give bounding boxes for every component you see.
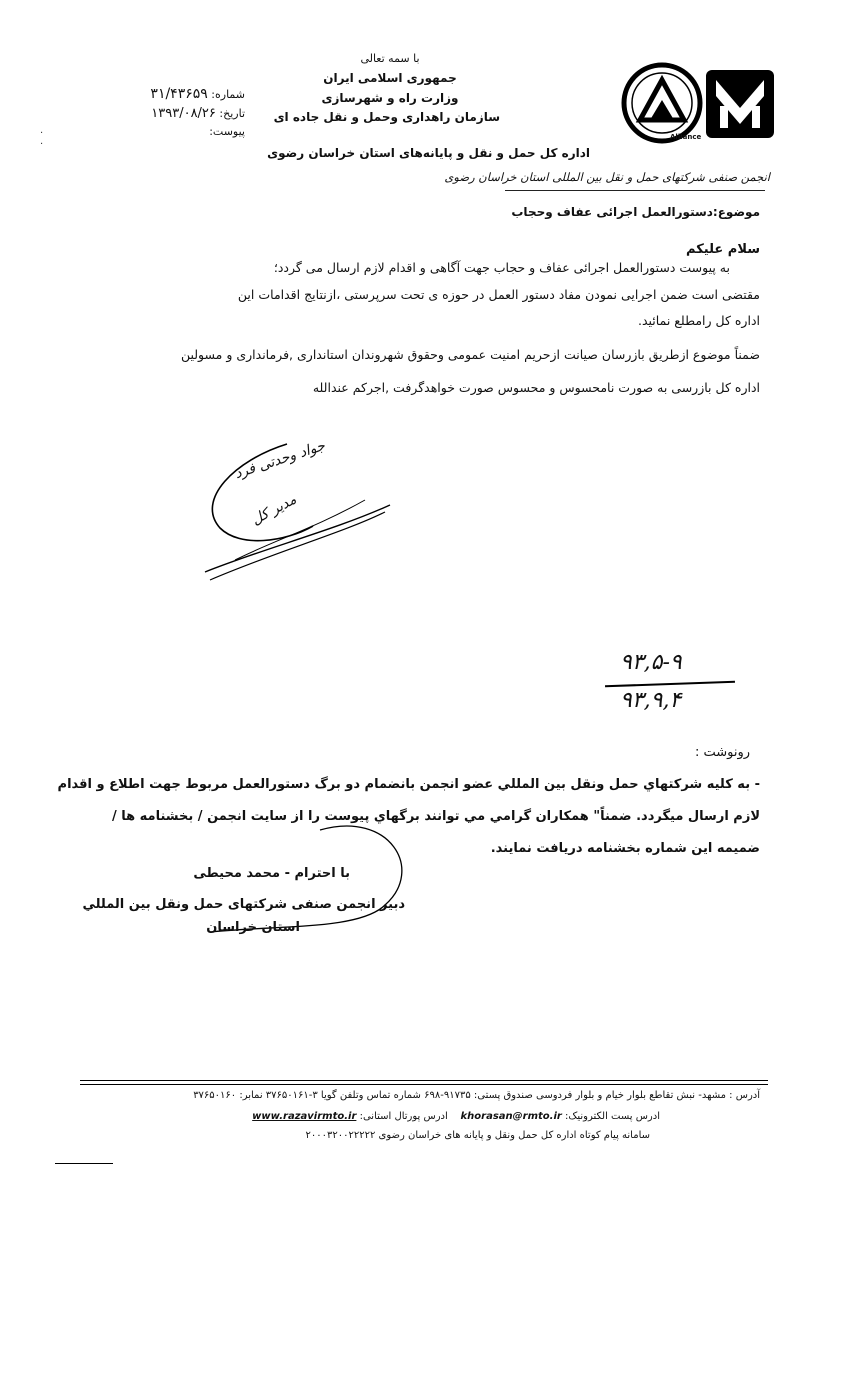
cc-line-1: - به کلیه شرکتهاي حمل ونقل بین المللي عضو انجمن بانضمام دو برگ دستورالعمل مربوط جهت اطلاع و اقدام (57, 777, 760, 792)
letterhead (273, 52, 500, 129)
recipient-underline (505, 190, 765, 191)
cc-sender-line-2: استان خراسان (206, 920, 300, 935)
footer-contact (240, 1111, 660, 1122)
basmala: با سمه تعالی (360, 52, 420, 65)
ministry-name: وزارت راه و شهرسازی (321, 91, 459, 105)
cc-label: رونوشت : (694, 745, 750, 760)
director-signature (195, 430, 515, 590)
cc-line-3: ضمیمه این شماره بخشنامه دریافت نمایند. (490, 841, 760, 856)
handwritten-note-divider (605, 681, 735, 688)
body-line-1: به پیوست دستورالعمل اجرائی عفاف و حجاب جهت آگاهی و اقدام لازم ارسال می گردد؛ (273, 260, 730, 275)
body2-line-1: ضمناً موضوع ازطریق بازرسان صیانت ازحریم امنیت عمومی وحقوق شهروندان استانداری ,فرمانداری و مسولین (180, 347, 760, 362)
signer-name: جواد وحدتی فرد (232, 437, 328, 483)
footer-email: khorasan@rmto.ir (460, 1111, 562, 1122)
cc-regards: با احترام - محمد محیطی (193, 866, 350, 881)
body2-line-2: اداره کل بازرسی به صورت نامحسوس و محسوس صورت خواهدگرفت ,اجرکم عندالله (312, 380, 760, 395)
attachment-label: پیوست: (209, 125, 245, 138)
cc-line-2: لازم ارسال میگردد. ضمناً" همکاران گرامي مي توانند برگهاي پیوست را از سایت انجمن / بخشنامه ها / (111, 809, 760, 824)
handwritten-note-2: ۹۳,۹,۴ (620, 688, 682, 713)
directorate-name: اداره کل حمل و نقل و پایانه‌های استان خراسان رضوی (267, 146, 590, 160)
date-label: تاریخ: (219, 107, 245, 120)
footer-rule-top (80, 1080, 768, 1081)
letter-number: ۳۱/۴۳۶۵۹ (150, 86, 208, 102)
footer-address: آدرس : مشهد- نبش تقاطع بلوار خیام و بلوار فردوسی صندوق پستی: ۹۱۷۳۵-۶۹۸ شماره تماس وتلفن گویا ۳-۳۷۶۵۰۱۶۱ نمابر: ۳۷۶۵۰۱۶۰ (193, 1090, 760, 1101)
signature-stroke-icon (195, 430, 515, 590)
logo-alliance-text: Alliance (670, 133, 702, 141)
footer-sms: سامانه پیام کوتاه اداره کل حمل ونقل و پایانه های خراسان رضوی ۲۰۰۰۳۲۰۰۲۲۲۲۲ (305, 1130, 650, 1141)
number-label: شماره: (211, 88, 245, 101)
body-line-3: اداره کل رامطلع نمائید. (638, 313, 760, 328)
cc-sender-line-1: دبیر انجمن صنفی شرکتهای حمل ونقل بین المللي (82, 897, 405, 912)
body-line-2: مقتضی است ضمن اجرایی نمودن مفاد دستور العمل در حوزه ی تحت سرپرستی ،ازنتایج اقدامات این (237, 287, 760, 302)
letter-date: ۱۳۹۳/۰۸/۲۶ (151, 106, 216, 121)
footer-rule-top-2 (80, 1084, 768, 1085)
recipient: انجمن صنفی شرکتهای حمل و نقل بین المللی استان خراسان رضوی (444, 170, 770, 184)
footer-email-label: ادرس پست الکترونیک: (565, 1111, 660, 1122)
meta-dots: · · (40, 128, 44, 150)
greeting: سلام علیکم (686, 242, 760, 257)
subject: موضوع:دستورالعمل اجرائی عفاف وحجاب (511, 205, 760, 219)
country-name: جمهوری اسلامی ایران (323, 71, 457, 85)
footer-portal: www.razavirmto.ir (252, 1111, 357, 1122)
organization-name: سازمان راهداری وحمل و نقل جاده ای (273, 110, 500, 124)
organization-logo (612, 58, 782, 148)
letter-meta (120, 86, 245, 138)
signer-title: مدیر کل (249, 491, 300, 529)
footer-portal-label: ادرس پورتال استانی: (359, 1111, 448, 1122)
footer-left-rule (55, 1163, 113, 1164)
handwritten-note-1: ۹۳,۵-۹ (620, 650, 682, 675)
